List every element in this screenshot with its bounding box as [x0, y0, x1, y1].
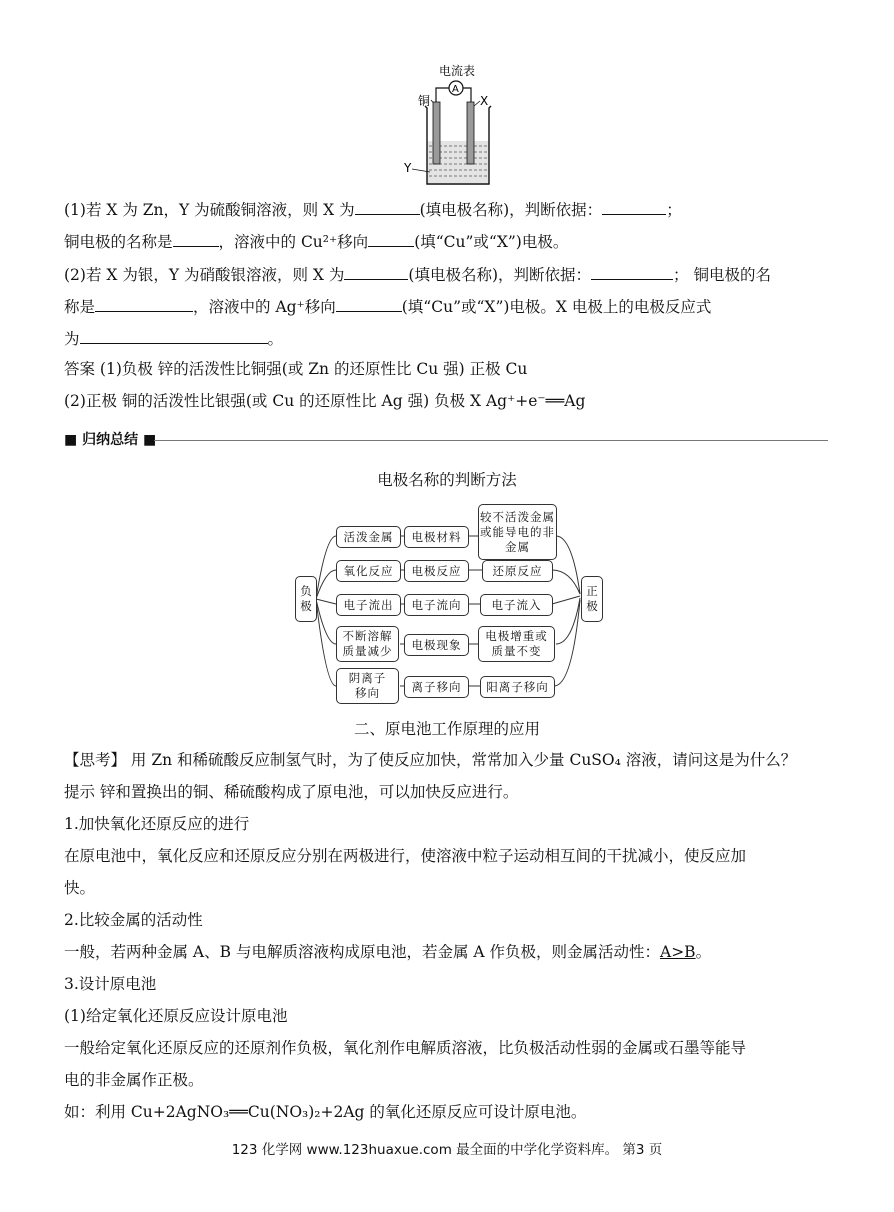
answer-line-2: (2)正极 铜的活泼性比银强(或 Cu 的还原性比 Ag 强) 负极 X Ag⁺+e⁻══Ag — [64, 392, 586, 410]
point-3-body-line-1: 一般给定氧化还原反应的还原剂作负极，氧化剂作电解质溶液，比负极活动性弱的金属或石墨等能导 — [64, 1039, 747, 1057]
summary-divider — [154, 440, 828, 441]
x-label: X — [480, 94, 489, 108]
row3-right: 电子流入 — [480, 594, 553, 616]
row2-right: 还原反应 — [482, 560, 553, 582]
diagram-title: 电极名称的判断方法 — [377, 471, 517, 489]
point-1-title: 1.加快氧化还原反应的进行 — [64, 815, 250, 833]
point-2-answer: A>B — [660, 943, 696, 961]
x-electrode — [467, 102, 474, 164]
row4-middle: 电极现象 — [404, 634, 469, 656]
galvanic-cell-diagram — [400, 60, 510, 190]
row4-left: 不断溶解质量减少 — [336, 626, 399, 662]
galvanic-cell-figure — [400, 60, 510, 190]
answer-line-1: 答案 (1)负极 锌的活泼性比铜强(或 Zn 的还原性比 Cu 强) 正极 Cu — [64, 360, 528, 378]
copper-label: 铜 — [418, 94, 431, 108]
row1-middle: 电极材料 — [404, 526, 469, 548]
summary-label: ■ 归纳总结 ■ — [64, 432, 157, 448]
point-3-example: 如：利用 Cu+2AgNO₃══Cu(NO₃)₂+2Ag 的氧化还原反应可设计原电池。 — [64, 1103, 587, 1121]
row2-left: 氧化反应 — [336, 560, 401, 582]
row5-middle: 离子移向 — [404, 676, 469, 698]
point-1-body-line-2: 快。 — [64, 879, 96, 897]
negative-electrode-box: 负极 — [295, 576, 317, 622]
row1-right: 较不活泼金属或能导电的非金属 — [478, 504, 557, 560]
row1-left: 活泼金属 — [336, 526, 401, 548]
question-1-line-2: 铜电极的名称是 ，溶液中的 Cu²⁺移向 (填“Cu”或“X”)电极。 — [64, 230, 568, 252]
row3-left: 电子流出 — [336, 594, 401, 616]
electrode-judgement-diagram — [290, 500, 610, 705]
summary-header — [64, 430, 828, 450]
ammeter-symbol: A — [452, 84, 459, 95]
row4-right: 电极增重或质量不变 — [478, 626, 555, 662]
point-2-body: 一般，若两种金属 A、B 与电解质溶液构成原电池，若金属 A 作负极，则金属活动性：A>B。 — [64, 943, 712, 961]
question-2-line-1: (2)若 X 为银，Y 为硝酸银溶液，则 X 为 (填电极名称)，判断依据： ； 铜电极的名 — [64, 263, 771, 285]
point-1-body-line-1: 在原电池中，氧化反应和还原反应分别在两极进行，使溶液中粒子运动相互间的干扰减小，使反应加 — [64, 847, 747, 865]
positive-electrode-box: 正极 — [581, 576, 603, 622]
row5-left: 阴离子移向 — [336, 668, 399, 704]
y-label: Y — [404, 161, 412, 175]
right-wire — [463, 88, 471, 102]
point-3-body-line-2: 电的非金属作正极。 — [64, 1071, 204, 1089]
question-1-line-1: (1)若 X 为 Zn，Y 为硫酸铜溶液，则 X 为 (填电极名称)，判断依据： ； — [64, 198, 682, 220]
ammeter-label: 电流表 — [439, 64, 476, 78]
point-3-subtitle: (1)给定氧化还原反应设计原电池 — [64, 1007, 288, 1025]
row3-middle: 电子流向 — [404, 594, 469, 616]
copper-electrode — [433, 102, 440, 164]
page-footer: 123 化学网 www.123huaxue.com 最全面的中学化学资料库。 第3 页 — [231, 1142, 663, 1158]
think-question: 【思考】 用 Zn 和稀硫酸反应制氢气时，为了使反应加快，常常加入少量 CuSO₄ 溶液，请问这是为什么？ — [64, 751, 797, 769]
left-wire — [436, 88, 449, 102]
point-3-title: 3.设计原电池 — [64, 975, 157, 993]
section-2-heading: 二、原电池工作原理的应用 — [353, 720, 540, 738]
question-2-line-2: 称是 ，溶液中的 Ag⁺移向 (填“Cu”或“X”)电极。X 电极上的电极反应式 — [64, 295, 711, 317]
point-2-title: 2.比较金属的活动性 — [64, 911, 203, 929]
row5-right: 阳离子移向 — [480, 676, 555, 698]
row2-middle: 电极反应 — [404, 560, 469, 582]
question-2-line-3: 为 。 — [64, 327, 283, 349]
hint: 提示 锌和置换出的铜、稀硫酸构成了原电池，可以加快反应进行。 — [64, 783, 519, 801]
